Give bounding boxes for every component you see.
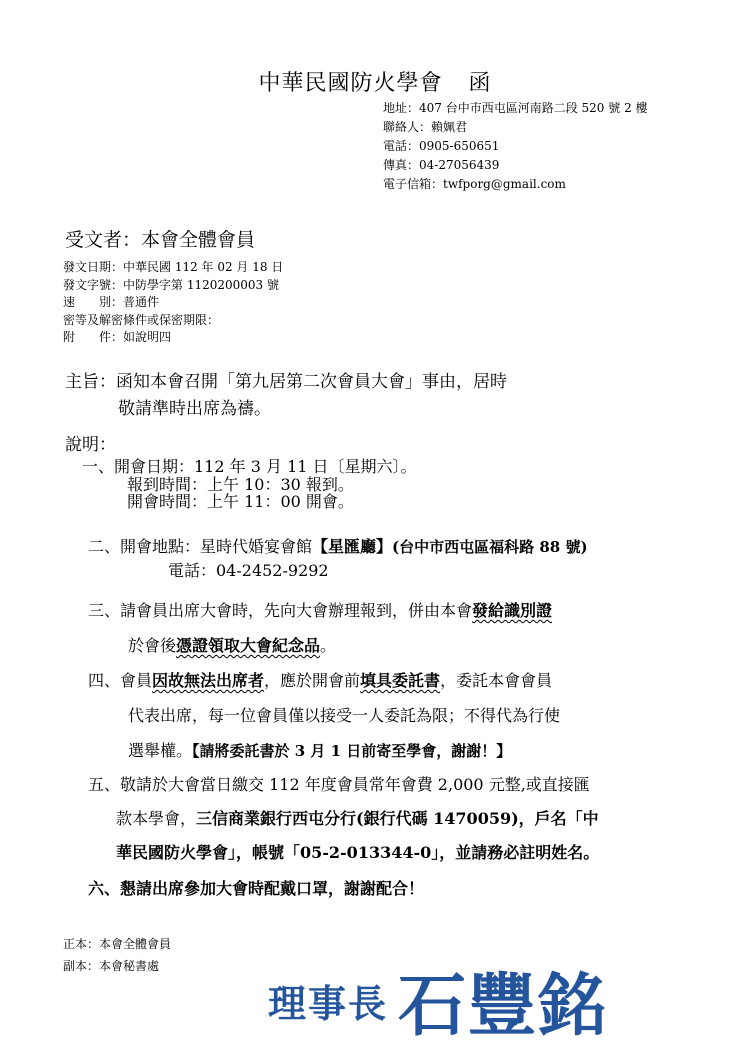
item-4-line-2: 代表出席，每一位會員僅以接受一人委託為限；不得代為行使 bbox=[128, 706, 561, 725]
item-3-after: 於會後 bbox=[128, 636, 177, 655]
item-2 bbox=[88, 535, 588, 583]
item-4-c: ，應於開會前 bbox=[264, 671, 361, 690]
item-5 bbox=[88, 768, 599, 870]
item-2-line-1 bbox=[88, 535, 588, 559]
item-3-souvenir: 憑證領取大會紀念品 bbox=[176, 636, 321, 655]
item-4-a: 四、會員 bbox=[88, 671, 153, 690]
item-4-line-1 bbox=[88, 663, 560, 698]
item-1-line-1: 一、開會日期：112 年 3 月 11 日〔星期六〕。 bbox=[82, 457, 417, 476]
secret-level: 密等及解密條件或保密期限： bbox=[63, 312, 220, 327]
item-4-e: ，委託本會會員 bbox=[440, 671, 553, 690]
item-2-address: (台中市西屯區福科路 88 號) bbox=[392, 538, 588, 556]
subject-line-1: 主旨：函知本會召開「第九居第二次會員大會」事由，居時 bbox=[65, 372, 507, 392]
item-4-absent: 因故無法出席者 bbox=[152, 671, 265, 690]
attachment: 附 件：如說明四 bbox=[63, 330, 172, 344]
doc-type: 函 bbox=[468, 71, 492, 96]
copy-recipient: 副本：本會秘書處 bbox=[63, 959, 160, 973]
subject-line-2: 敬請準時出席為禱。 bbox=[118, 399, 271, 419]
item-4-vote: 選舉權。 bbox=[128, 741, 193, 760]
item-4-proxy-form: 填具委託書 bbox=[360, 671, 441, 690]
contact-person: 聯絡人：賴姵君 bbox=[383, 120, 468, 134]
signature-title: 理事長 bbox=[268, 981, 389, 1026]
meta-block bbox=[63, 259, 283, 347]
item-6: 六、懇請出席參加大會時配戴口罩，謝謝配合！ bbox=[88, 879, 425, 898]
item-3-line-1 bbox=[88, 593, 552, 628]
original-recipient: 正本：本會全體會員 bbox=[63, 937, 172, 951]
item-1 bbox=[82, 458, 417, 511]
item-2-phone: 電話：04-2452-9292 bbox=[168, 561, 329, 580]
item-3-period: 。 bbox=[320, 636, 337, 655]
item-5-transfer: 款本學會， bbox=[116, 809, 197, 828]
item-1-line-2: 報到時間：上午 10：30 報到。 bbox=[127, 474, 354, 494]
item-4-line-3 bbox=[88, 733, 560, 769]
item-4-deadline: 【請將委託書於 3 月 1 日前寄至學會，謝謝！】 bbox=[192, 742, 512, 760]
org-name: 中華民國防火學會 bbox=[258, 71, 443, 96]
item-4 bbox=[88, 663, 560, 769]
fax: 傳真：04-27056439 bbox=[383, 158, 500, 172]
phone: 電話：0905-650651 bbox=[383, 139, 500, 153]
issue-number: 發文字號：中防學字第 1120200003 號 bbox=[63, 277, 279, 292]
item-2-hall: 【星匯廳】 bbox=[312, 537, 393, 556]
email: 電子信箱：twfporg@gmail.com bbox=[383, 177, 566, 191]
recipient: 受文者：本會全體會員 bbox=[65, 229, 256, 251]
issue-date: 發文日期：中華民國 112 年 02 月 18 日 bbox=[63, 260, 284, 274]
item-3-id-card: 發給識別證 bbox=[472, 601, 553, 620]
item-1-line-3: 開會時間：上午 11：00 開會。 bbox=[127, 492, 354, 511]
item-5-bank: 三信商業銀行西屯分行(銀行代碼 1470059)，戶名「中 bbox=[196, 809, 599, 828]
item-3-text: 三、請會員出席大會時，先向大會辦理報到，併由本會 bbox=[88, 601, 473, 620]
speed: 速 別：普通件 bbox=[63, 295, 160, 309]
document-title bbox=[0, 66, 750, 97]
signature-name: 石豐銘 bbox=[398, 966, 609, 1046]
signature-stamp bbox=[268, 952, 608, 1049]
address: 地址：407 台中市西屯區河南路二段 520 號 2 樓 bbox=[383, 101, 648, 115]
subject bbox=[65, 369, 507, 423]
description-heading: 說明： bbox=[65, 435, 116, 455]
item-3-line-2 bbox=[88, 628, 552, 663]
item-5-line-2 bbox=[88, 802, 599, 836]
item-5-line-1: 五、敬請於大會當日繳交 112 年度會員常年會費 2,000 元整,或直接匯 bbox=[88, 775, 590, 794]
item-3 bbox=[88, 593, 552, 663]
item-2-venue: 二、開會地點：星時代婚宴會館 bbox=[88, 537, 313, 556]
contact-block bbox=[383, 99, 648, 194]
cc-block bbox=[63, 933, 171, 977]
item-5-line-3: 華民國防火學會」，帳號「05-2-013344-0」，並請務必註明姓名。 bbox=[116, 843, 600, 862]
